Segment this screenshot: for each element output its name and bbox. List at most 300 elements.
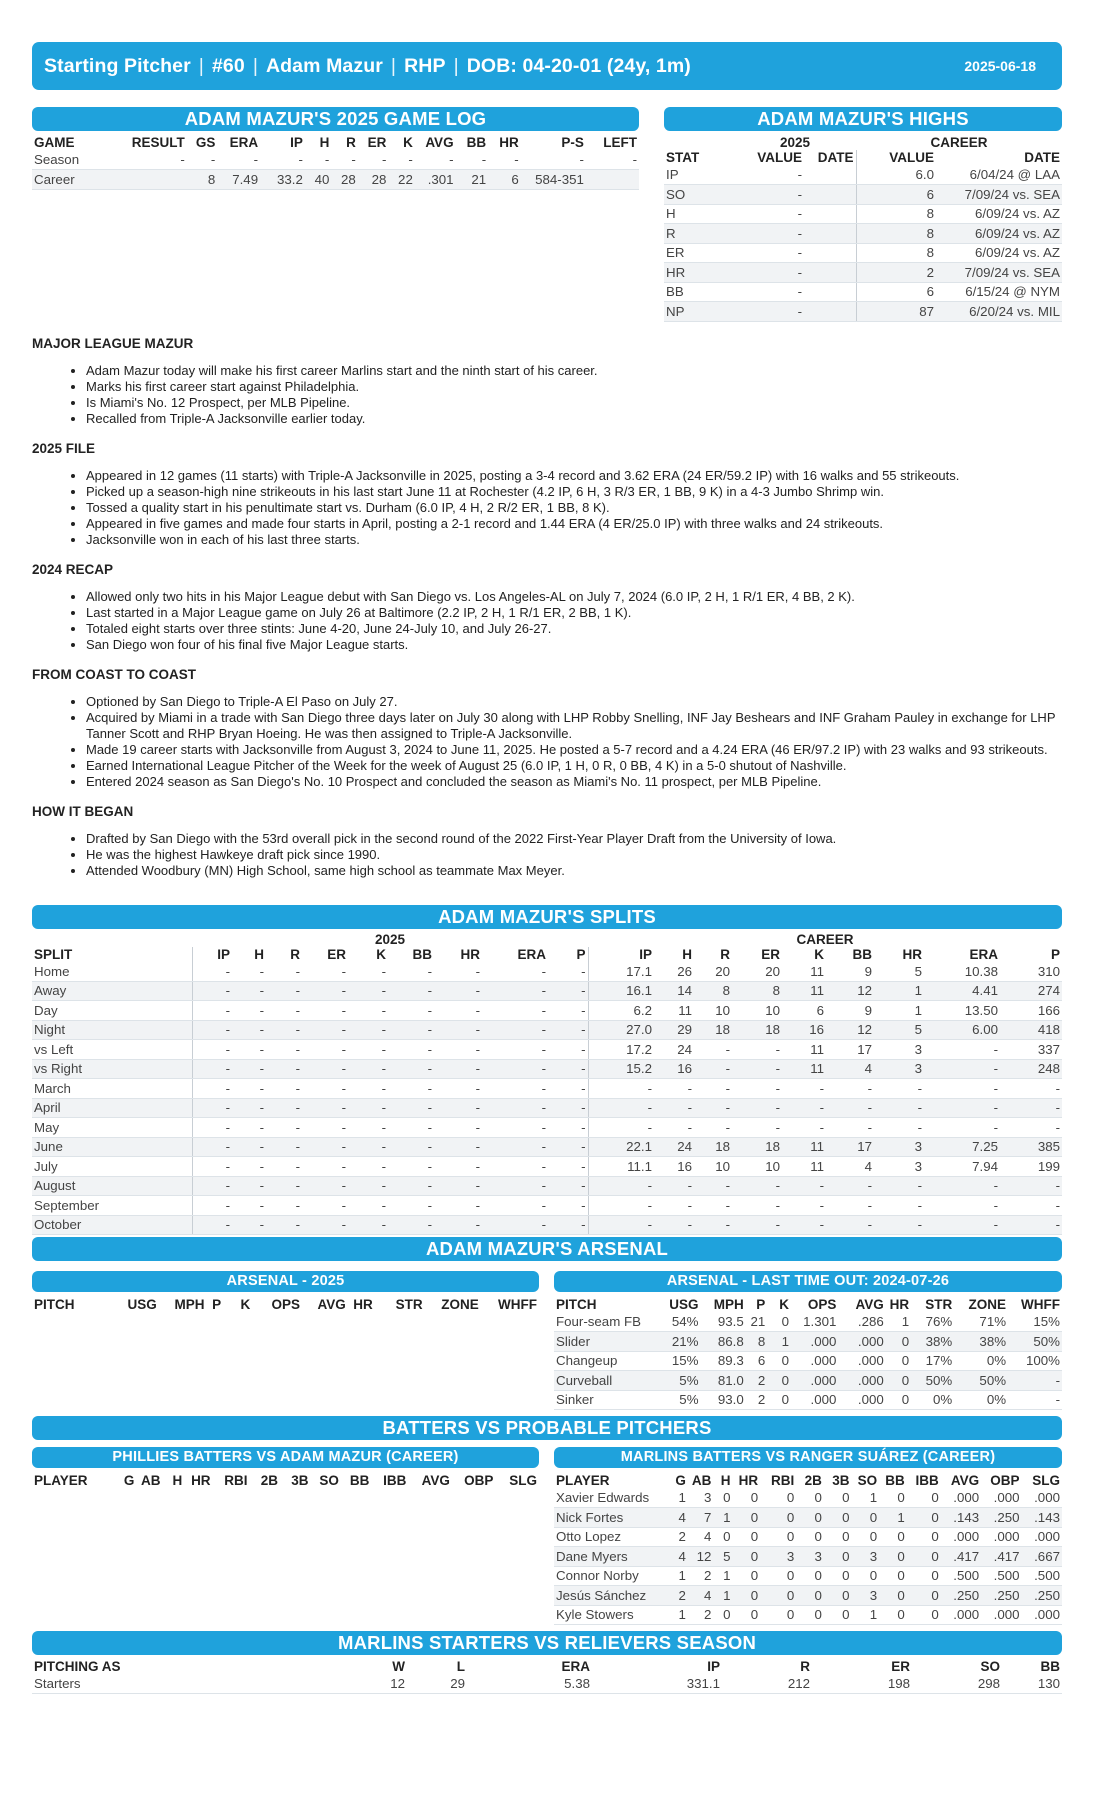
splits-cell: - bbox=[302, 962, 348, 982]
highs-row bbox=[664, 302, 1062, 322]
splits-cell: - bbox=[694, 1059, 732, 1079]
starters-col-header: L bbox=[456, 1659, 465, 1674]
header-date: 2025-06-18 bbox=[964, 58, 1036, 74]
note-item: • He was the highest Hawkeye draft pick since 1990. bbox=[86, 847, 1062, 863]
starters-col-header: PITCHING AS bbox=[34, 1659, 121, 1674]
marlins-batters-cell: 0 bbox=[760, 1527, 796, 1547]
marlins-batters-cell: 3 bbox=[796, 1547, 824, 1567]
highs-cell bbox=[804, 224, 856, 244]
splits-cell: - bbox=[548, 1137, 588, 1157]
splits-cell: Away bbox=[32, 981, 192, 1001]
game-log-col-header: BB bbox=[466, 135, 487, 150]
splits-cell: 16.1 bbox=[588, 981, 654, 1001]
marlins-batters-cell: 0 bbox=[713, 1605, 732, 1625]
splits-cell: - bbox=[348, 1001, 388, 1021]
notes-section-title: MAJOR LEAGUE MAZUR bbox=[32, 335, 194, 351]
arsenal-last-cell: 8 bbox=[746, 1332, 768, 1352]
marlins-batters-cell: 0 bbox=[733, 1527, 761, 1547]
splits-cell: - bbox=[548, 1059, 588, 1079]
splits-cell: - bbox=[1000, 1176, 1062, 1196]
splits-cell: 3 bbox=[874, 1137, 924, 1157]
splits-cell: - bbox=[548, 1118, 588, 1138]
splits-col-header: R bbox=[290, 946, 300, 962]
game-log-cell: - bbox=[488, 150, 521, 170]
starters-cell: 29 bbox=[407, 1674, 467, 1694]
splits-cell: 22.1 bbox=[588, 1137, 654, 1157]
splits-cell: - bbox=[482, 1001, 548, 1021]
arsenal-last-row bbox=[554, 1390, 1062, 1410]
splits-cell: - bbox=[434, 1059, 482, 1079]
arsenal-last-cell: 81.0 bbox=[701, 1371, 746, 1391]
splits-cell: 24 bbox=[654, 1040, 694, 1060]
arsenal-last-cell: 21% bbox=[657, 1332, 700, 1352]
arsenal-last-cell: .000 bbox=[791, 1332, 838, 1352]
splits-cell: - bbox=[348, 981, 388, 1001]
arsenal-2025-col-header: STR bbox=[395, 1297, 423, 1312]
splits-cell: - bbox=[388, 1157, 434, 1177]
arsenal-last-col-header: OPS bbox=[807, 1297, 837, 1312]
splits-cell: - bbox=[732, 1098, 782, 1118]
splits-cell: - bbox=[694, 1079, 732, 1099]
splits-row bbox=[32, 1001, 1062, 1021]
splits-cell: - bbox=[388, 1176, 434, 1196]
marlins-batters-cell: Otto Lopez bbox=[554, 1527, 669, 1547]
splits-cell: - bbox=[348, 1157, 388, 1177]
notes-list bbox=[86, 363, 1062, 427]
marlins-batters-cell: 1 bbox=[713, 1586, 732, 1606]
arsenal-last-cell: Sinker bbox=[554, 1390, 657, 1410]
splits-cell: 3 bbox=[874, 1157, 924, 1177]
splits-row bbox=[32, 1020, 1062, 1040]
arsenal-last-cell: .000 bbox=[838, 1332, 885, 1352]
marlins-batters-col-header: RBI bbox=[771, 1473, 795, 1488]
marlins-batters-cell: 0 bbox=[907, 1527, 941, 1547]
game-log-cell: 22 bbox=[388, 170, 414, 190]
starters-title: MARLINS STARTERS VS RELIEVERS SEASON bbox=[32, 1631, 1062, 1655]
marlins-batters-cell: 0 bbox=[713, 1527, 732, 1547]
splits-cell: 10 bbox=[694, 1157, 732, 1177]
phillies-batters-col-header: 3B bbox=[291, 1473, 309, 1488]
splits-cell: - bbox=[924, 1196, 1000, 1216]
splits-cell: - bbox=[482, 1098, 548, 1118]
arsenal-last-cell: 89.3 bbox=[701, 1351, 746, 1371]
splits-cell: - bbox=[302, 1001, 348, 1021]
splits-cell: - bbox=[192, 1098, 232, 1118]
splits-cell: - bbox=[548, 1215, 588, 1235]
splits-col-header: ERA bbox=[517, 946, 546, 962]
splits-cell: 6 bbox=[782, 1001, 826, 1021]
splits-cell: - bbox=[266, 1020, 302, 1040]
starters-cell: Starters bbox=[32, 1674, 182, 1694]
phillies-batters-col-header: SLG bbox=[509, 1473, 537, 1488]
splits-cell: 17.2 bbox=[588, 1040, 654, 1060]
note-item: • Entered 2024 season as San Diego's No. 10 Prospect and concluded the season as Miami's No. 11 prospect, per MLB Pipeline. bbox=[86, 774, 1062, 790]
marlins-batters-cell: 4 bbox=[669, 1547, 688, 1567]
marlins-batters-cell: 0 bbox=[879, 1566, 907, 1586]
marlins-batters-cell: 1 bbox=[879, 1508, 907, 1528]
splits-cell: - bbox=[192, 1176, 232, 1196]
marlins-batters-cell: 0 bbox=[852, 1527, 880, 1547]
marlins-batters-cell: .500 bbox=[941, 1566, 981, 1586]
starters-col-header: ERA bbox=[561, 1659, 590, 1674]
marlins-batters-cell: 0 bbox=[907, 1566, 941, 1586]
highs-col-header: DATE bbox=[817, 150, 854, 165]
starters-cell: 298 bbox=[912, 1674, 1002, 1694]
game-log-cell: - bbox=[415, 150, 456, 170]
game-log-cell: .301 bbox=[415, 170, 456, 190]
highs-row bbox=[664, 263, 1062, 283]
splits-cell: 274 bbox=[1000, 981, 1062, 1001]
highs-cell: 6/04/24 @ LAA bbox=[936, 165, 1062, 185]
game-log-col-header: ER bbox=[367, 135, 387, 150]
marlins-batters-cell: 3 bbox=[688, 1488, 714, 1508]
marlins-batters-cell: .000 bbox=[941, 1527, 981, 1547]
splits-cell: - bbox=[192, 1196, 232, 1216]
splits-col-header: ER bbox=[327, 946, 346, 962]
splits-cell: - bbox=[548, 1040, 588, 1060]
marlins-batters-row bbox=[554, 1508, 1062, 1528]
splits-cell: - bbox=[192, 1137, 232, 1157]
note-item: • Earned International League Pitcher of the Week for the week of August 25 (6.0 IP, 1 H, 0 R, 0 BB, 4 K) in a 5-0 shutout of Nashville. bbox=[86, 758, 1062, 774]
marlins-batters-cell: 0 bbox=[796, 1527, 824, 1547]
splits-cell: - bbox=[782, 1098, 826, 1118]
splits-cell: - bbox=[388, 1059, 434, 1079]
highs-col-header: DATE bbox=[1024, 150, 1060, 165]
splits-cell: 20 bbox=[694, 962, 732, 982]
splits-cell: - bbox=[654, 1176, 694, 1196]
splits-cell: 15.2 bbox=[588, 1059, 654, 1079]
splits-col-header: R bbox=[720, 946, 730, 962]
arsenal-last-col-header: MPH bbox=[713, 1297, 744, 1312]
highs-row bbox=[664, 243, 1062, 263]
highs-col-header: VALUE bbox=[757, 150, 802, 165]
note-item: • Appeared in 12 games (11 starts) with Triple-A Jacksonville in 2025, posting a 3-4 record and 3.62 ERA (24 ER/59.2 IP) with 16 walks and 55 strikeouts. bbox=[86, 468, 1062, 484]
starters-cell: 198 bbox=[812, 1674, 912, 1694]
arsenal-2025-col-header: USG bbox=[127, 1297, 157, 1312]
game-log-col-header: IP bbox=[290, 135, 303, 150]
splits-table bbox=[32, 932, 1062, 1236]
marlins-batters-row bbox=[554, 1566, 1062, 1586]
splits-cell: - bbox=[302, 1196, 348, 1216]
game-log-cell: - bbox=[456, 150, 489, 170]
splits-cell: 29 bbox=[654, 1020, 694, 1040]
arsenal-2025-title: ARSENAL - 2025 bbox=[32, 1271, 539, 1292]
splits-cell: - bbox=[192, 1059, 232, 1079]
splits-cell: 1 bbox=[874, 1001, 924, 1021]
splits-cell: - bbox=[302, 1176, 348, 1196]
notes-list bbox=[86, 831, 1062, 879]
splits-row bbox=[32, 1137, 1062, 1157]
highs-cell: - bbox=[734, 302, 804, 322]
marlins-batters-col-header: AVG bbox=[950, 1473, 980, 1488]
game-log-cell: 28 bbox=[358, 170, 389, 190]
splits-cell: - bbox=[348, 962, 388, 982]
splits-cell: - bbox=[348, 1020, 388, 1040]
highs-cell: H bbox=[664, 204, 734, 224]
marlins-batters-col-header: PLAYER bbox=[556, 1473, 610, 1488]
marlins-batters-title: MARLINS BATTERS VS RANGER SUÁREZ (CAREER) bbox=[554, 1447, 1062, 1468]
highs-cell bbox=[804, 185, 856, 205]
splits-cell: - bbox=[266, 962, 302, 982]
highs-cell: 6/15/24 @ NYM bbox=[936, 282, 1062, 302]
splits-cell: 418 bbox=[1000, 1020, 1062, 1040]
splits-cell: - bbox=[732, 1176, 782, 1196]
marlins-batters-cell: Xavier Edwards bbox=[554, 1488, 669, 1508]
game-log-cell bbox=[586, 170, 639, 190]
splits-col-header: BB bbox=[412, 946, 432, 962]
marlins-batters-col-header: H bbox=[720, 1473, 731, 1488]
splits-cell: - bbox=[548, 962, 588, 982]
game-log-col-header: HR bbox=[499, 135, 519, 150]
splits-cell: - bbox=[266, 1196, 302, 1216]
splits-cell: - bbox=[348, 1079, 388, 1099]
arsenal-last-cell: 50% bbox=[911, 1371, 954, 1391]
splits-row bbox=[32, 1157, 1062, 1177]
batters-title: BATTERS VS PROBABLE PITCHERS bbox=[32, 1416, 1062, 1440]
notes-section bbox=[32, 336, 1062, 879]
highs-cell: - bbox=[734, 204, 804, 224]
splits-cell: - bbox=[388, 1215, 434, 1235]
splits-cell: - bbox=[548, 1001, 588, 1021]
game-log-col-header: RESULT bbox=[131, 135, 185, 150]
splits-cell: - bbox=[266, 1040, 302, 1060]
game-log-col-header: P-S bbox=[561, 135, 584, 150]
splits-cell: - bbox=[192, 962, 232, 982]
splits-cell: - bbox=[388, 1118, 434, 1138]
splits-cell: - bbox=[388, 1040, 434, 1060]
highs-cell: NP bbox=[664, 302, 734, 322]
marlins-batters-cell: 3 bbox=[852, 1547, 880, 1567]
splits-cell: - bbox=[434, 1176, 482, 1196]
splits-cell: - bbox=[482, 981, 548, 1001]
starters-header bbox=[32, 1659, 1062, 1674]
arsenal-last-cell: 2 bbox=[746, 1371, 768, 1391]
splits-cell: - bbox=[302, 981, 348, 1001]
splits-cell: - bbox=[732, 1118, 782, 1138]
splits-cell: - bbox=[388, 1196, 434, 1216]
splits-cell: - bbox=[232, 1157, 266, 1177]
arsenal-last-cell: 0 bbox=[767, 1390, 791, 1410]
arsenal-last-cell: 71% bbox=[954, 1312, 1008, 1332]
splits-cell: 1 bbox=[874, 981, 924, 1001]
marlins-batters-cell: 12 bbox=[688, 1547, 714, 1567]
splits-cell: 11 bbox=[782, 1059, 826, 1079]
marlins-batters-cell: .250 bbox=[1022, 1586, 1062, 1606]
arsenal-last-col-header: ZONE bbox=[968, 1297, 1007, 1312]
splits-cell: July bbox=[32, 1157, 192, 1177]
arsenal-2025-col-header: OPS bbox=[271, 1297, 301, 1312]
arsenal-last-col-header: PITCH bbox=[556, 1297, 597, 1312]
splits-col-header: P bbox=[576, 946, 586, 962]
note-item: • Recalled from Triple-A Jacksonville earlier today. bbox=[86, 411, 1062, 427]
marlins-batters-cell: 3 bbox=[760, 1547, 796, 1567]
arsenal-last-cell: 1 bbox=[767, 1332, 791, 1352]
splits-cell: - bbox=[548, 981, 588, 1001]
marlins-batters-cell: 0 bbox=[713, 1488, 732, 1508]
phillies-batters-panel bbox=[32, 1447, 539, 1625]
splits-cell: - bbox=[232, 1118, 266, 1138]
marlins-batters-cell: 2 bbox=[688, 1605, 714, 1625]
splits-cell: - bbox=[434, 1001, 482, 1021]
splits-cell: April bbox=[32, 1098, 192, 1118]
splits-cell: - bbox=[826, 1215, 874, 1235]
splits-cell: - bbox=[434, 1020, 482, 1040]
highs-table bbox=[664, 135, 1062, 322]
splits-cell: - bbox=[1000, 1196, 1062, 1216]
splits-cell: 10 bbox=[694, 1001, 732, 1021]
splits-cell: 385 bbox=[1000, 1137, 1062, 1157]
notes-section-title: FROM COAST TO COAST bbox=[32, 666, 196, 682]
splits-cell: 4 bbox=[826, 1059, 874, 1079]
arsenal-last-cell: 5% bbox=[657, 1371, 700, 1391]
splits-col-header: HR bbox=[902, 946, 922, 962]
splits-cell: - bbox=[232, 1079, 266, 1099]
note-item: • Tossed a quality start in his penultimate start vs. Durham (6.0 IP, 4 H, 2 R/2 ER, 1 BB, 8 K). bbox=[86, 500, 1062, 516]
splits-cell: - bbox=[548, 1176, 588, 1196]
highs-cell: - bbox=[734, 185, 804, 205]
splits-cell: - bbox=[266, 981, 302, 1001]
arsenal-section bbox=[32, 1237, 1062, 1410]
arsenal-2025-col-header: K bbox=[240, 1297, 251, 1312]
splits-col-header: H bbox=[682, 946, 692, 962]
splits-cell: - bbox=[924, 1079, 1000, 1099]
marlins-batters-cell: 0 bbox=[907, 1605, 941, 1625]
splits-cell: 11 bbox=[782, 962, 826, 982]
splits-cell: - bbox=[434, 981, 482, 1001]
splits-cell: - bbox=[266, 1079, 302, 1099]
arsenal-2025-col-header: MPH bbox=[174, 1297, 205, 1312]
arsenal-last-col-header: AVG bbox=[855, 1297, 884, 1312]
splits-cell: - bbox=[232, 1176, 266, 1196]
marlins-batters-cell: 1 bbox=[713, 1566, 732, 1586]
arsenal-2025-col-header: WHFF bbox=[498, 1297, 537, 1312]
splits-row bbox=[32, 1079, 1062, 1099]
splits-cell: 12 bbox=[826, 981, 874, 1001]
splits-cell: - bbox=[874, 1079, 924, 1099]
splits-cell: September bbox=[32, 1196, 192, 1216]
splits-col-header: ER bbox=[761, 946, 780, 962]
arsenal-last-cell: 93.0 bbox=[701, 1390, 746, 1410]
splits-cell: - bbox=[434, 1157, 482, 1177]
splits-cell: - bbox=[266, 1118, 302, 1138]
splits-cell: 16 bbox=[782, 1020, 826, 1040]
splits-cell: - bbox=[732, 1040, 782, 1060]
splits-cell: June bbox=[32, 1137, 192, 1157]
note-item: • Picked up a season-high nine strikeouts in his last start June 11 at Rochester (4.2 IP, 6 H, 3 R/3 ER, 1 BB, 9 K) in a 4-3 Jumbo Shrimp win. bbox=[86, 484, 1062, 500]
phillies-batters-title: PHILLIES BATTERS VS ADAM MAZUR (CAREER) bbox=[32, 1447, 539, 1468]
pitcher-header-title: Starting Pitcher | #60 | Adam Mazur | RHP | DOB: 04-20-01 (24y, 1m) bbox=[44, 54, 691, 77]
notes-section-title: HOW IT BEGAN bbox=[32, 803, 134, 819]
splits-cell: 18 bbox=[694, 1020, 732, 1040]
marlins-batters-cell: 1 bbox=[852, 1605, 880, 1625]
splits-cell: - bbox=[192, 981, 232, 1001]
starters-col-header: IP bbox=[707, 1659, 720, 1674]
highs-cell bbox=[804, 302, 856, 322]
splits-cell: - bbox=[302, 1059, 348, 1079]
marlins-batters-cell: .000 bbox=[1022, 1605, 1062, 1625]
splits-cell: - bbox=[654, 1196, 694, 1216]
game-log-cell: 584-351 bbox=[521, 170, 586, 190]
arsenal-last-cell: 1.301 bbox=[791, 1312, 838, 1332]
highs-cell: 7/09/24 vs. SEA bbox=[936, 185, 1062, 205]
marlins-batters-cell: 0 bbox=[879, 1527, 907, 1547]
marlins-batters-cell: 0 bbox=[760, 1605, 796, 1625]
notes-section-title: 2024 RECAP bbox=[32, 561, 114, 577]
splits-cell: - bbox=[482, 1079, 548, 1099]
game-log-title: ADAM MAZUR'S 2025 GAME LOG bbox=[32, 107, 639, 131]
splits-cell: - bbox=[434, 1196, 482, 1216]
splits-cell: 16 bbox=[654, 1059, 694, 1079]
marlins-batters-row bbox=[554, 1488, 1062, 1508]
splits-cell: - bbox=[924, 1040, 1000, 1060]
marlins-batters-col-header: SLG bbox=[1032, 1473, 1060, 1488]
splits-cell: - bbox=[924, 1059, 1000, 1079]
note-item: • Is Miami's No. 12 Prospect, per MLB Pipeline. bbox=[86, 395, 1062, 411]
splits-cell: 11 bbox=[654, 1001, 694, 1021]
starters-row bbox=[32, 1674, 1062, 1694]
splits-cell: - bbox=[348, 1098, 388, 1118]
splits-cell: - bbox=[732, 1059, 782, 1079]
splits-cell: 11 bbox=[782, 1137, 826, 1157]
splits-cell: March bbox=[32, 1079, 192, 1099]
splits-row bbox=[32, 1215, 1062, 1235]
arsenal-last-cell: - bbox=[1008, 1390, 1062, 1410]
note-item: • Acquired by Miami in a trade with San Diego three days later on July 30 along with LHP Robby Snelling, INF Jay Beshears and INF Graham Pauley in exchange for LHP Tanner Scott and RHP Bryan Hoeing. He was then assigned to Triple-A Jacksonville. bbox=[86, 710, 1062, 742]
splits-row bbox=[32, 1059, 1062, 1079]
game-log-cell: Season bbox=[32, 150, 116, 170]
scouting-report-page bbox=[32, 42, 1062, 1694]
splits-cell: - bbox=[924, 1098, 1000, 1118]
splits-cell: - bbox=[232, 1196, 266, 1216]
game-log-cell: 28 bbox=[331, 170, 357, 190]
game-log-cell: - bbox=[260, 150, 305, 170]
splits-cell: - bbox=[192, 1040, 232, 1060]
splits-cell: - bbox=[654, 1098, 694, 1118]
marlins-batters-cell: .500 bbox=[1022, 1566, 1062, 1586]
arsenal-last-cell: 21 bbox=[746, 1312, 768, 1332]
splits-cell: - bbox=[588, 1118, 654, 1138]
splits-row bbox=[32, 1098, 1062, 1118]
marlins-batters-col-header: HR bbox=[738, 1473, 759, 1488]
arsenal-2025-table bbox=[32, 1297, 539, 1312]
arsenal-last-cell: Slider bbox=[554, 1332, 657, 1352]
highs-group-career: CAREER bbox=[930, 135, 988, 150]
splits-cell: - bbox=[654, 1079, 694, 1099]
splits-cell: Night bbox=[32, 1020, 192, 1040]
splits-cell: - bbox=[732, 1079, 782, 1099]
highs-col-header: STAT bbox=[666, 150, 700, 165]
splits-cell: 9 bbox=[826, 1001, 874, 1021]
splits-cell: - bbox=[434, 1040, 482, 1060]
header-number: #60 bbox=[211, 54, 245, 77]
splits-title: ADAM MAZUR'S SPLITS bbox=[32, 905, 1062, 929]
splits-cell: - bbox=[232, 1001, 266, 1021]
highs-cell: SO bbox=[664, 185, 734, 205]
splits-cell: - bbox=[694, 1196, 732, 1216]
splits-cell: - bbox=[654, 1215, 694, 1235]
marlins-batters-cell: .250 bbox=[981, 1586, 1021, 1606]
splits-cell: - bbox=[826, 1176, 874, 1196]
highs-cell: 2 bbox=[856, 263, 936, 283]
header-name: Adam Mazur bbox=[265, 54, 383, 77]
marlins-batters-col-header: G bbox=[675, 1473, 686, 1488]
marlins-batters-cell: 0 bbox=[760, 1508, 796, 1528]
marlins-batters-cell: .500 bbox=[981, 1566, 1021, 1586]
highs-cell bbox=[804, 263, 856, 283]
arsenal-last-cell: 6 bbox=[746, 1351, 768, 1371]
splits-cell: 10 bbox=[732, 1157, 782, 1177]
game-log-col-header: AVG bbox=[425, 135, 454, 150]
